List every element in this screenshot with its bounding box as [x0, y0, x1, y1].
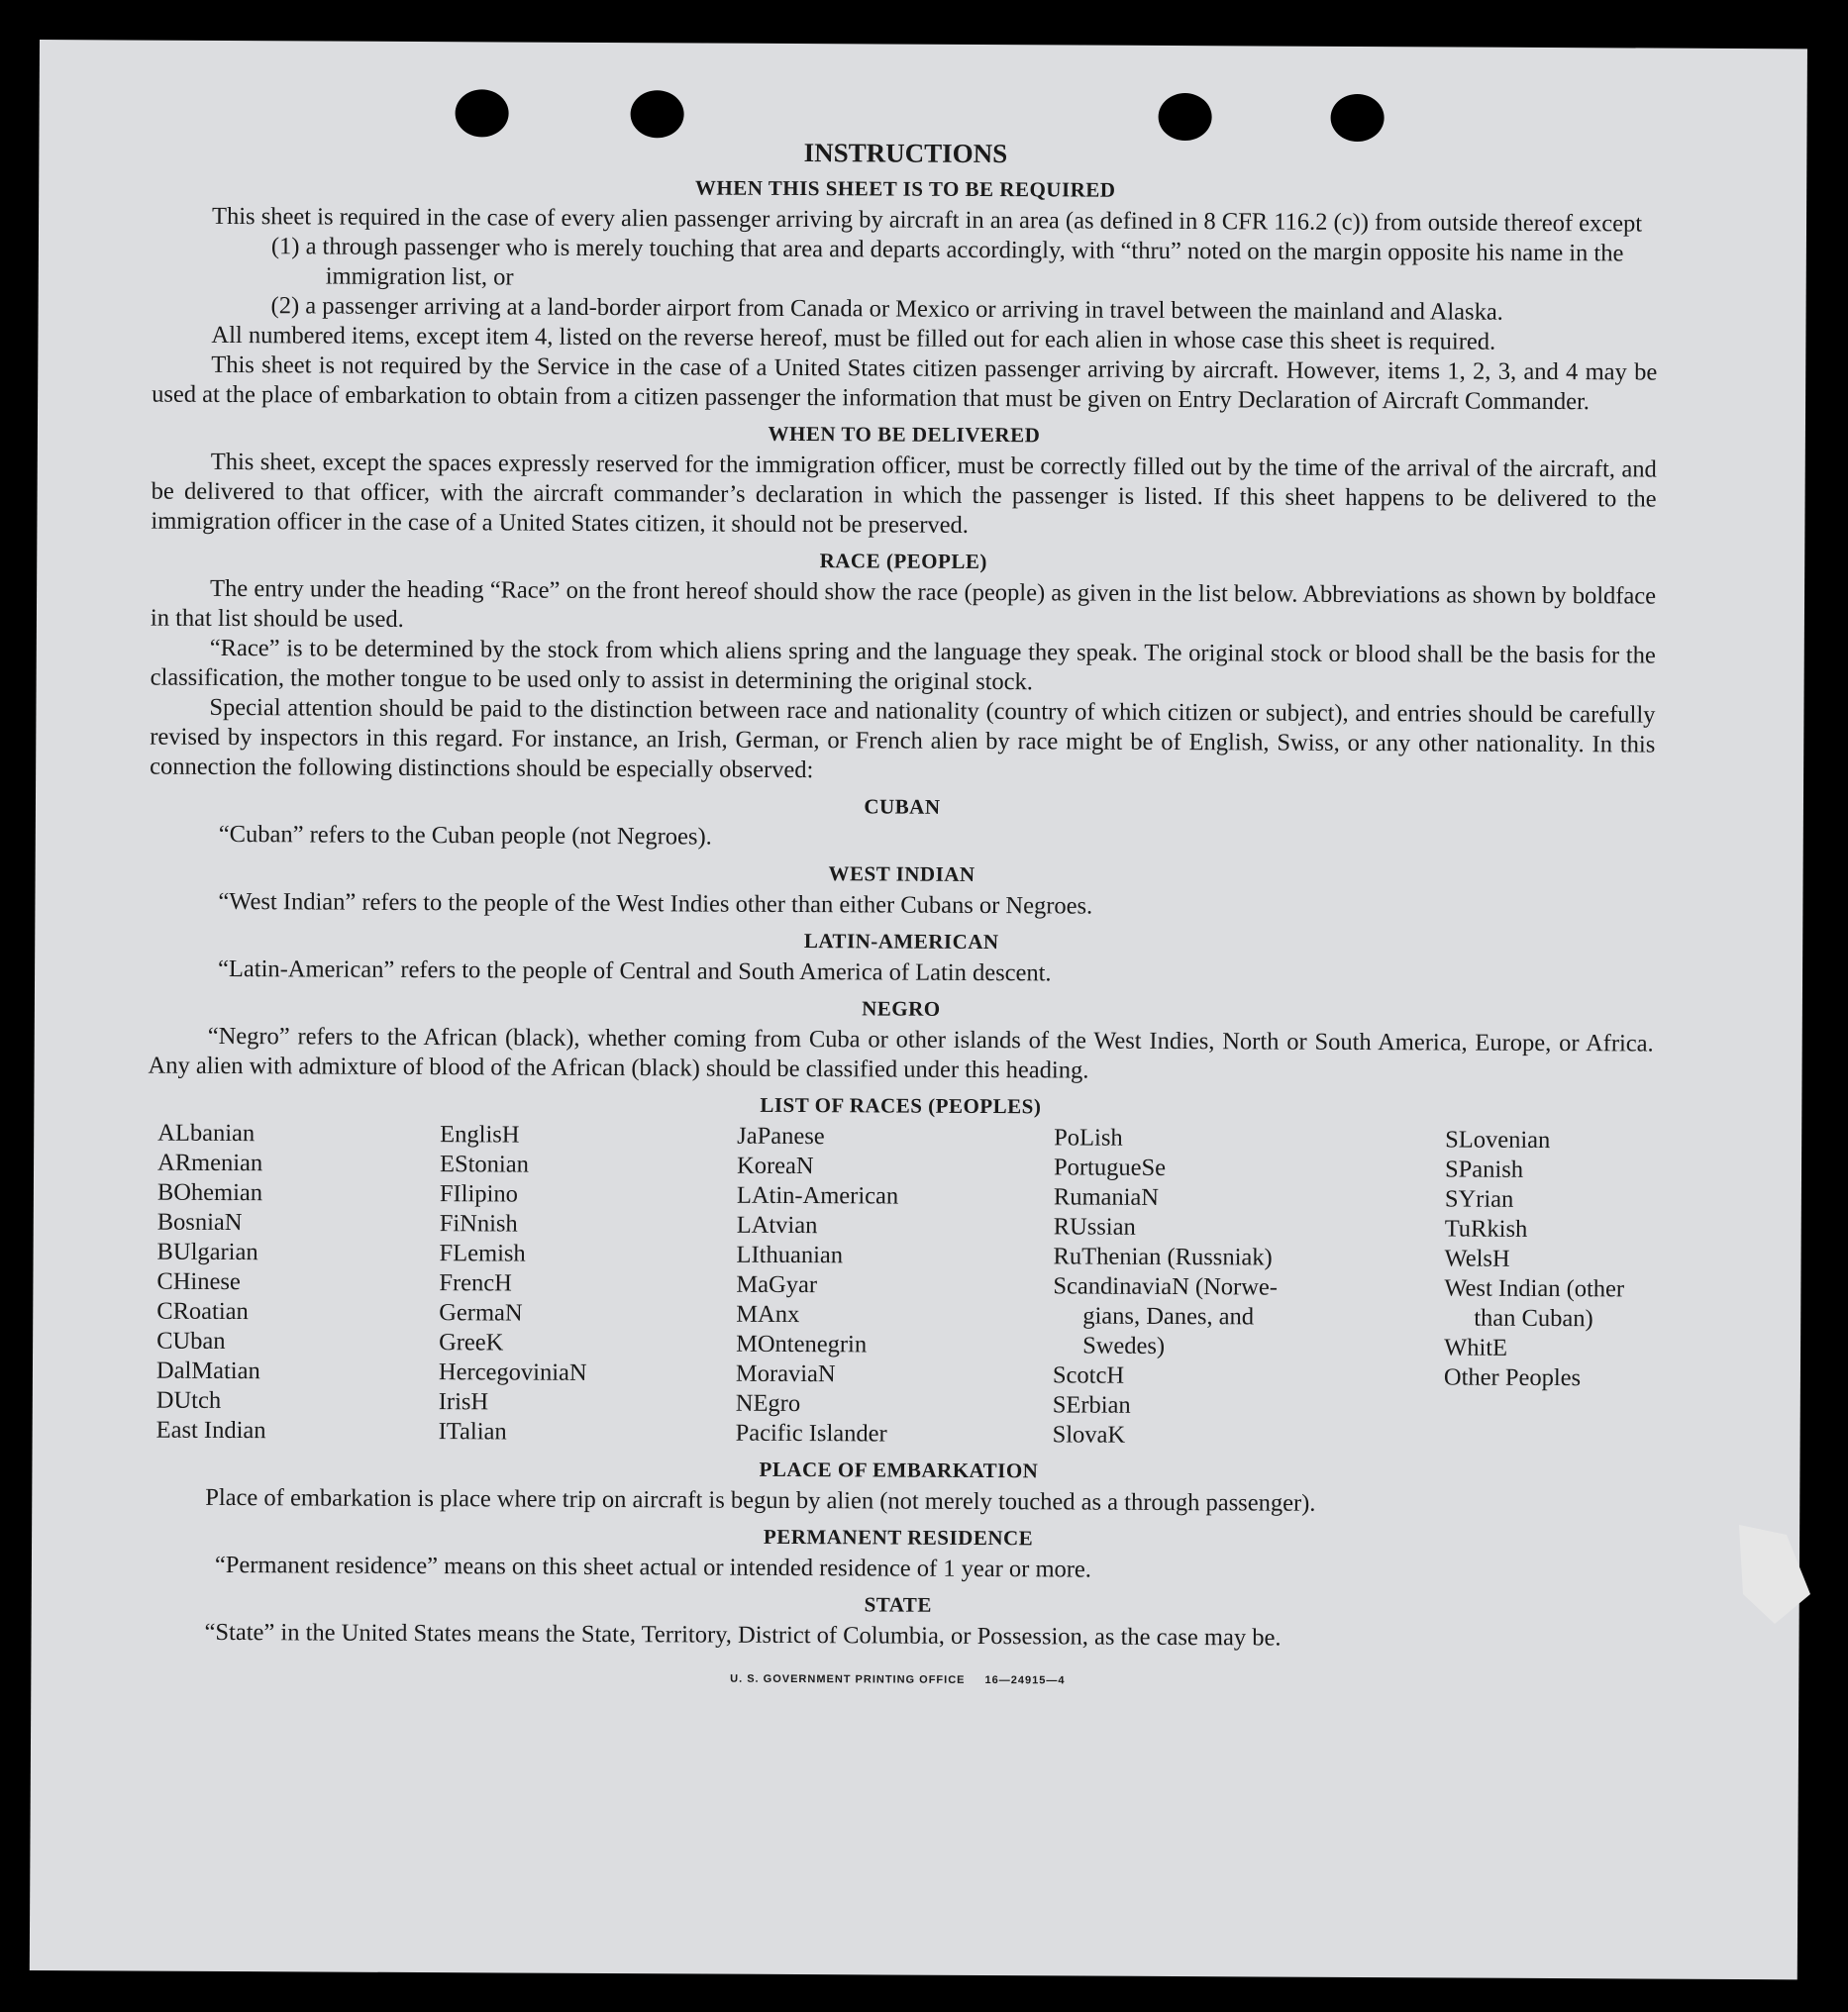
races-column	[1444, 1125, 1723, 1453]
paragraph: All numbered items, except item 4, listed on the reverse hereof, must be filled out for each alien in whose case this sheet is required.	[211, 321, 1496, 355]
race-entry: SErbian	[1052, 1391, 1131, 1419]
race-entry: GreeK	[439, 1329, 504, 1357]
race-entry: FLemish	[439, 1240, 526, 1267]
race-entry: GermaN	[439, 1299, 523, 1327]
race-entry: than Cuban)	[1474, 1304, 1593, 1333]
race-entry: Other Peoples	[1443, 1363, 1582, 1392]
races-column	[439, 1120, 718, 1448]
definition: “Latin-American” refers to the people of Central and South America of Latin descent.	[218, 955, 1052, 987]
race-entry: ScotcH	[1052, 1361, 1125, 1389]
list-item: (2) a passenger arriving at a land-border airport from Canada or Mexico or arriving in travel between the mainland and Alaska.	[270, 292, 1503, 326]
race-entry: NEgro	[735, 1389, 801, 1418]
race-entry: ARmenian	[156, 1149, 263, 1177]
races-column	[156, 1119, 421, 1447]
document-sheet	[30, 40, 1807, 1979]
race-entry: SPanish	[1444, 1156, 1524, 1183]
race-entry: Pacific Islander	[735, 1419, 887, 1448]
heading-list-of-races: LIST OF RACES (PEOPLES)	[760, 1092, 1042, 1119]
race-entry: SYrian	[1444, 1185, 1514, 1213]
heading-race: RACE (PEOPLE)	[819, 549, 987, 574]
race-entry: DalMatian	[155, 1357, 260, 1385]
race-entry: gians, Danes, and	[1082, 1302, 1255, 1331]
race-entry: ALbanian	[157, 1119, 256, 1148]
heading-cuban: CUBAN	[864, 794, 941, 819]
race-entry: WhitE	[1444, 1334, 1508, 1361]
race-entry: BUlgarian	[156, 1238, 258, 1266]
heading-embarkation: PLACE OF EMBARKATION	[759, 1457, 1039, 1483]
race-entry: EnglisH	[440, 1121, 520, 1149]
paragraph: This sheet is required in the case of every alien passenger arriving by aircraft in an area (as defined in 8 CFR 116.2 (c)) from outside thereof except	[211, 202, 1643, 238]
instructions-content	[145, 135, 1658, 1699]
race-entry: SLovenian	[1445, 1126, 1551, 1155]
race-entry: PoLish	[1054, 1124, 1123, 1152]
race-entry: MoraviaN	[735, 1359, 836, 1388]
races-column	[1053, 1123, 1426, 1452]
race-entry: MaGyar	[736, 1270, 818, 1299]
race-entry: SlovaK	[1052, 1421, 1126, 1449]
paragraph: This sheet, except the spaces expressly reserved for the immigration officer, must be correctly filled out by the time of the arrival of the aircraft, and be delivered to that officer, with the aircraft commander’s declaration in which the passenger is listed. If this sheet happens to be delivered to the immigration officer in the case of a United States citizen, it should not be preserved.	[151, 448, 1657, 539]
race-entry: TuRkish	[1444, 1215, 1528, 1243]
race-entry: FrencH	[439, 1269, 512, 1297]
race-entry: ITalian	[438, 1418, 507, 1446]
printer-name: U. S. GOVERNMENT PRINTING OFFICE	[730, 1672, 966, 1686]
race-entry: MOntenegrin	[736, 1330, 868, 1358]
definition: “Cuban” refers to the Cuban people (not Negroes).	[218, 820, 712, 851]
race-entry: RUssian	[1053, 1213, 1136, 1241]
punch-hole	[1158, 93, 1211, 141]
definition: Place of embarkation is place where trip on aircraft is begun by alien (not merely touched as a through passenger).	[205, 1483, 1316, 1517]
races-column	[736, 1122, 1035, 1451]
heading-latin-american: LATIN-AMERICAN	[803, 929, 999, 955]
race-entry: FIlipino	[439, 1180, 518, 1208]
race-entry: IrisH	[438, 1388, 489, 1416]
paragraph: “Race” is to be determined by the stock from which aliens spring and the language they speak. The original stock or blood shall be the basis for the classification, the mother tongue to be used only to assist in determining the original stock.	[150, 634, 1656, 696]
races-list	[156, 1119, 1654, 1454]
race-entry: HercegoviniaN	[438, 1358, 587, 1386]
heading-negro: NEGRO	[862, 996, 941, 1021]
race-entry: RuThenian (Russniak)	[1053, 1243, 1273, 1271]
heading-delivered: WHEN TO BE DELIVERED	[768, 421, 1041, 448]
definition: “West Indian” refers to the people of the West Indies other than either Cubans or Negroes.	[218, 887, 1093, 920]
definition: “Negro” refers to the African (black), whether coming from Cuba or other islands of the West Indies, North or South America, Europe, or Africa. Any alien with admixture of blood of the African (black) should be classified under this heading.	[148, 1022, 1654, 1084]
race-entry: MAnx	[736, 1300, 800, 1329]
race-entry: WelsH	[1444, 1245, 1510, 1272]
race-entry: FiNnish	[439, 1210, 518, 1238]
heading-required: WHEN THIS SHEET IS TO BE REQUIRED	[694, 175, 1116, 202]
race-entry: KoreaN	[736, 1152, 814, 1180]
printer-footer	[145, 1661, 1650, 1699]
form-code: 16—24915—4	[984, 1674, 1066, 1687]
list-item: (1) a through passenger who is merely touching that area and departs accordingly, with “thru” noted on the margin opposite his name in the immigration list, or	[270, 233, 1624, 291]
race-entry: LAtvian	[736, 1211, 818, 1240]
race-entry: LAtin-American	[736, 1181, 899, 1210]
definition: “State” in the United States means the State, Territory, District of Columbia, or Possession, as the case may be.	[204, 1618, 1282, 1652]
race-entry: PortugueSe	[1053, 1154, 1167, 1181]
heading-state: STATE	[864, 1592, 932, 1617]
heading-residence: PERMANENT RESIDENCE	[763, 1524, 1034, 1551]
paragraph: Special attention should be paid to the distinction between race and nationality (country of which citizen or subject), and entries should be carefully revised by inspectors in this regard. For instance, an Irish, German, or French alien by race might be of English, Swiss, or any other nationality. In this connection the following distinctions should be especially observed:	[150, 693, 1656, 784]
race-entry: DUtch	[155, 1386, 222, 1414]
paragraph: The entry under the heading “Race” on the front hereof should show the race (people) as given in the list below. Abbreviations as shown by boldface in that list should be used.	[150, 574, 1657, 633]
race-entry: RumaniaN	[1053, 1183, 1160, 1211]
definition: “Permanent residence” means on this sheet actual or intended residence of 1 year or more.	[214, 1551, 1092, 1583]
race-entry: CHinese	[156, 1267, 241, 1296]
heading-west-indian: WEST INDIAN	[828, 861, 975, 886]
race-entry: Swedes)	[1082, 1332, 1166, 1359]
page-title: INSTRUCTIONS	[803, 138, 1008, 169]
race-entry: East Indian	[155, 1416, 266, 1445]
punch-hole	[630, 90, 683, 138]
race-entry: LIthuanian	[736, 1241, 844, 1269]
race-entry: EStonian	[439, 1151, 529, 1178]
race-entry: West Indian (other	[1444, 1274, 1625, 1303]
punch-hole	[455, 89, 508, 137]
punch-hole	[1330, 94, 1384, 142]
race-entry: CRoatian	[156, 1297, 249, 1326]
race-entry: JaPanese	[737, 1122, 825, 1151]
race-entry: BOhemian	[156, 1178, 263, 1207]
race-entry: ScandinaviaN (Norwe-	[1053, 1272, 1279, 1301]
race-entry: BosniaN	[156, 1208, 243, 1237]
race-entry: CUban	[156, 1327, 226, 1355]
paragraph: This sheet is not required by the Service in the case of a United States citizen passenger arriving by aircraft. However, items 1, 2, 3, and 4 may be used at the place of embarkation to obtain from a citizen passenger the information that must be given on Entry Declaration of Aircraft Commander.	[152, 351, 1658, 416]
